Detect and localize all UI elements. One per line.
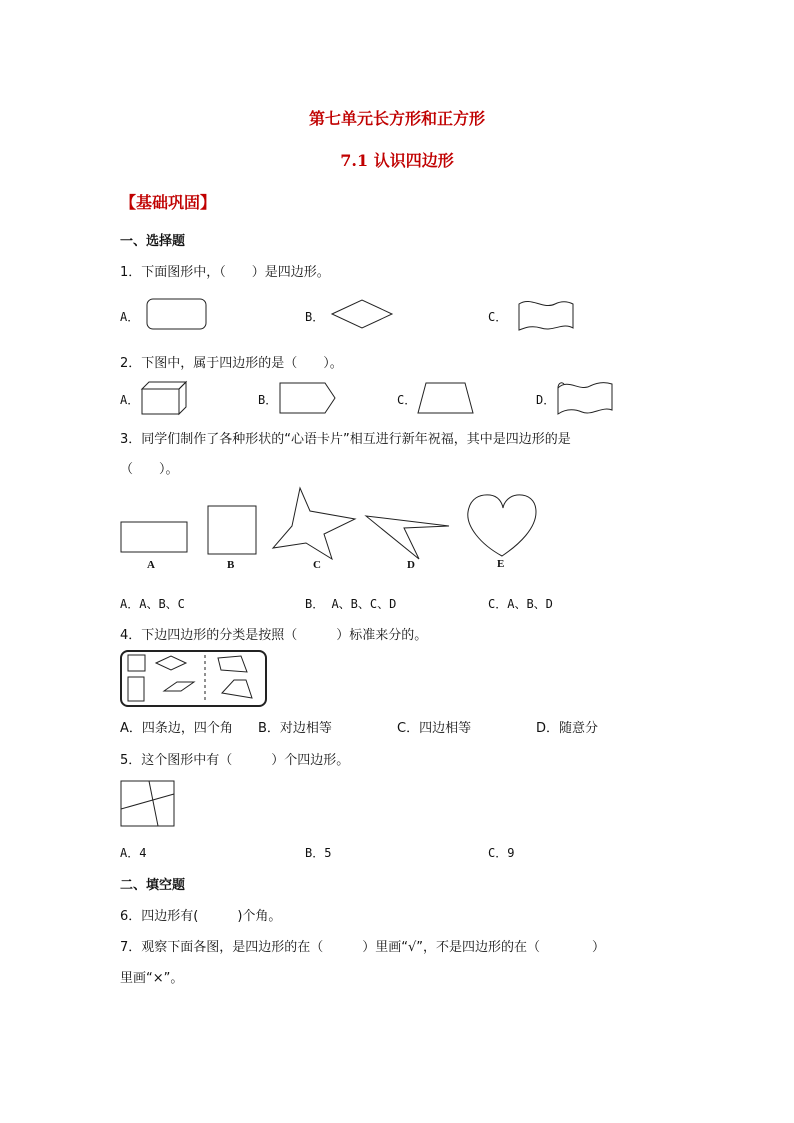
q2-option-a-label: A． — [120, 393, 140, 407]
q3-label-a: A — [147, 559, 155, 571]
q3-card-a-rectangle — [121, 522, 187, 552]
q1-option-b-label: B． — [305, 310, 325, 324]
q5-option-c: C．9 — [488, 846, 515, 860]
q3-card-b-square — [208, 506, 256, 554]
question-6: 6．四边形有( )个角。 — [120, 909, 282, 924]
q2-cube-figure — [140, 380, 188, 416]
question-2: 2．下图中，属于四边形的是（ ）。 — [120, 356, 343, 371]
q3-card-d-arrow — [366, 516, 449, 559]
q4-option-d: D．随意分 — [536, 721, 599, 736]
q4-option-c: C．四边相等 — [397, 721, 472, 736]
question-7-line2: 里画“×”。 — [120, 971, 184, 986]
q3-option-c: C．A、B、D — [488, 597, 553, 611]
q1-wavy-shape-figure — [517, 298, 575, 332]
q3-option-a: A．A、B、C — [120, 597, 185, 611]
q1-option-a-label: A． — [120, 310, 140, 324]
q1-rounded-rectangle-figure — [146, 298, 208, 330]
q3-cards-figures — [118, 486, 548, 568]
q5-option-a: A．4 — [120, 846, 147, 860]
question-3-line1: 3．同学们制作了各种形状的“心语卡片”相互进行新年祝福，其中是四边形的是 — [120, 432, 571, 447]
question-5: 5．这个图形中有（ ）个四边形。 — [120, 753, 350, 768]
q3-label-c: C — [313, 559, 321, 571]
q1-option-c-label: C． — [488, 310, 508, 324]
part1-heading: 一、选择题 — [120, 234, 186, 249]
q4-option-a: A．四条边，四个角 — [120, 721, 233, 736]
q2-pentagon-figure — [279, 382, 337, 414]
q4-option-b: B．对边相等 — [258, 721, 332, 736]
q3-label-b: B — [227, 559, 235, 571]
q4-classification-figure — [120, 650, 268, 708]
section-label: 【基础巩固】 — [120, 193, 217, 212]
q1-rhombus-figure — [331, 299, 393, 329]
question-3-line2: （ ）。 — [120, 462, 179, 477]
q3-card-e-heart — [468, 495, 536, 556]
q2-option-b-label: B． — [258, 393, 278, 407]
q2-trapezoid-figure — [417, 382, 475, 414]
q3-label-d: D — [407, 559, 415, 571]
question-1: 1．下面图形中，（ ）是四边形。 — [120, 265, 330, 280]
q3-option-b: B． A、B、C、D — [305, 597, 397, 611]
question-4: 4．下边四边形的分类是按照（ ）标准来分的。 — [120, 628, 428, 643]
q2-flag-shape-figure — [556, 378, 614, 416]
q2-option-c-label: C． — [397, 393, 417, 407]
q5-divided-rectangle-figure — [120, 780, 176, 828]
part2-heading: 二、填空题 — [120, 878, 186, 893]
q3-label-e: E — [497, 558, 505, 570]
q2-option-d-label: D． — [536, 393, 556, 407]
page-title: 第七单元长方形和正方形 — [308, 109, 485, 128]
q5-option-b: B．5 — [305, 846, 332, 860]
page-subtitle: 7.1 认识四边形 — [340, 151, 454, 170]
question-7-line1: 7．观察下面各图，是四边形的在（ ）里画“√”，不是四边形的在（ ） — [120, 940, 606, 955]
q3-card-c-star — [273, 488, 355, 559]
